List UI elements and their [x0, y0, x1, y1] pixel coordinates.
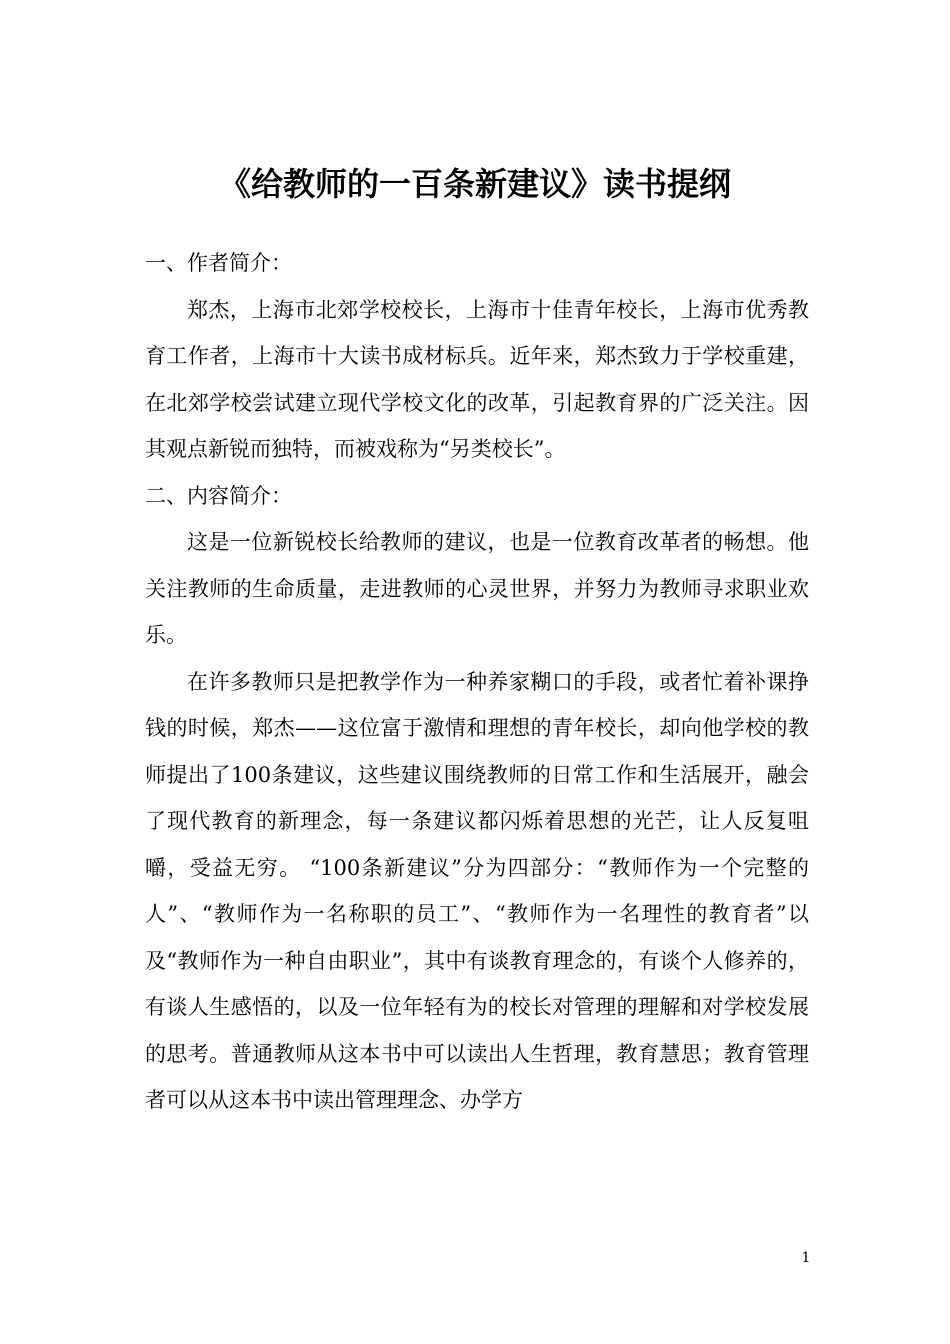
section-heading-content: 二、内容简介：: [145, 483, 292, 508]
document-title: 《给教师的一百条新建议》读书提纲: [218, 165, 731, 203]
page-number: 1: [801, 1250, 811, 1266]
paragraph-content-intro: 这是一位新锐校长给教师的建议，也是一位教育改革者的畅想。他关注教师的生命质量，走进教师的心灵世界，并努力为教师寻求职业欢乐。: [145, 530, 809, 647]
section-heading-author: 一、作者简介：: [145, 251, 292, 275]
paragraph-content-detail: 在许多教师只是把教学作为一种养家糊口的手段，或者忙着补课挣钱的时候，郑杰——这位富于激情和理想的青年校长，却向他学校的教师提出了100条建议，这些建议围绕教师的日常工作和生活展开，融会了现代教育的新理念，每一条建议都闪烁着思想的光芒，让人反复咀嚼，受益无穷。 “100条新建议”分为四部分：“教师作为一个完整的人”、“教师作为一名称职的员工”、“教师作为一名理性的教育者”以及“教师作为一种自由职业”，其中有谈教育理念的，有谈个人修养的，有谈人生感悟的，以及一位年轻有为的校长对管理的理解和对学校发展的思考。普通教师从这本书中可以读出人生哲理，教育慧思；教育管理者可以从这本书中读出管理理念、办学方: [145, 669, 809, 1112]
paragraph-author-intro: 郑杰，上海市北郊学校校长，上海市十佳青年校长，上海市优秀教育工作者，上海市十大读书成材标兵。近年来，郑杰致力于学校重建，在北郊学校尝试建立现代学校文化的改革，引起教育界的广泛关注。因其观点新锐而独特，而被戏称为“另类校长”。: [145, 297, 809, 461]
document-body: [145, 240, 809, 1124]
